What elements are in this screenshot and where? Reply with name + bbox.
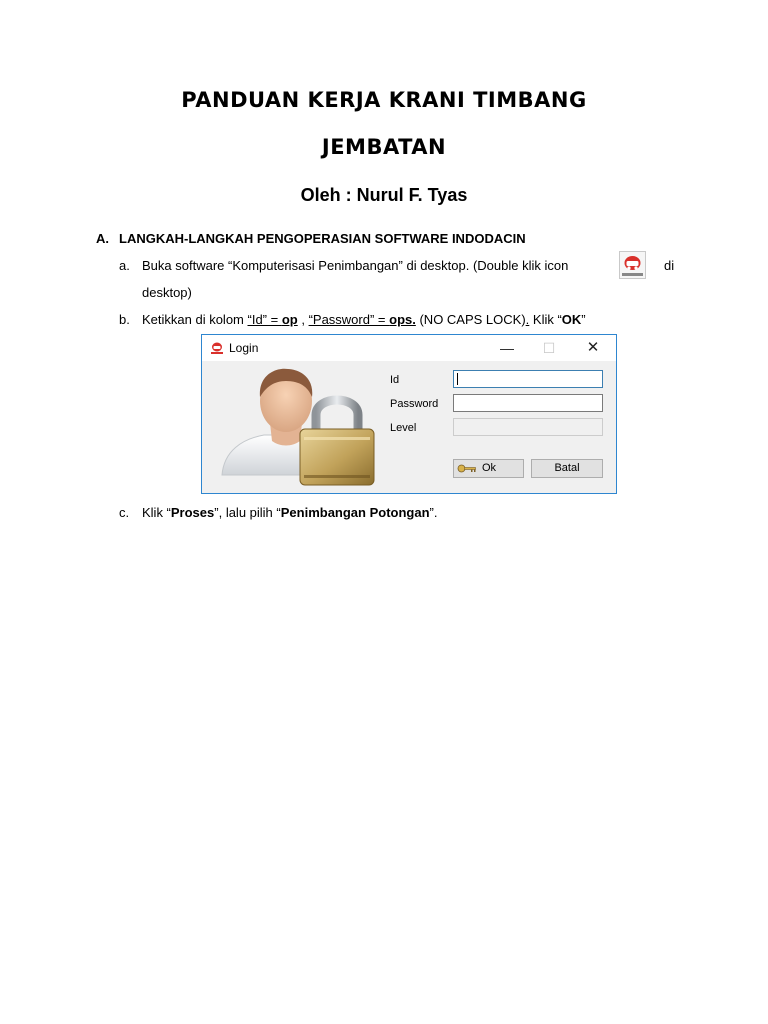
step-b-marker: b. xyxy=(119,312,130,327)
step-c-proses: Proses xyxy=(170,505,215,520)
ok-button[interactable] xyxy=(453,459,524,478)
user-lock-icon xyxy=(220,365,380,489)
step-a-text-desktop: desktop) xyxy=(142,285,192,300)
step-a-text-di: di xyxy=(664,258,675,273)
step-b-pw-phrase: “Password” = ops. xyxy=(308,312,416,327)
step-b-sep: , xyxy=(297,312,309,327)
ok-button-label: Ok xyxy=(482,462,497,474)
minimize-button[interactable]: — xyxy=(500,340,514,356)
step-c-marker: c. xyxy=(119,505,130,520)
step-b-close-quote: ” xyxy=(581,312,586,327)
step-a-marker: a. xyxy=(119,258,130,273)
text-caret xyxy=(457,373,458,385)
section-marker: A. xyxy=(96,231,109,246)
step-c-potongan: Penimbangan Potongan xyxy=(280,505,430,520)
step-b-ok: OK xyxy=(561,312,582,327)
section-title: LANGKAH-LANGKAH PENGOPERASIAN SOFTWARE INDODACIN xyxy=(119,231,526,246)
komputerisasi-penimbangan-icon[interactable] xyxy=(619,251,646,279)
step-b-pw-value: ops. xyxy=(389,312,416,327)
password-label: Password xyxy=(390,398,439,410)
document-title-line-1: PANDUAN KERJA KRANI TIMBANG xyxy=(181,88,587,112)
id-input[interactable] xyxy=(453,370,603,388)
level-input xyxy=(453,418,603,436)
level-label: Level xyxy=(390,422,417,434)
step-b-click: Klik “ xyxy=(529,312,562,327)
login-title: Login xyxy=(229,341,259,355)
step-b-dot: . xyxy=(525,312,530,327)
login-titlebar[interactable] xyxy=(202,335,616,361)
step-a-text: Buka software “Komputerisasi Penimbangan” di desktop. (Double klik icon xyxy=(142,258,569,273)
document-author: Oleh : Nurul F. Tyas xyxy=(300,185,468,205)
cancel-button[interactable]: Batal xyxy=(531,459,603,478)
step-b-paren: (NO CAPS LOCK) xyxy=(415,312,526,327)
login-dialog xyxy=(201,334,617,494)
login-app-icon xyxy=(210,341,224,355)
step-b-id-value: op xyxy=(281,312,298,327)
key-icon xyxy=(457,463,477,474)
step-b-intro: Ketikkan di kolom xyxy=(142,312,248,327)
id-label: Id xyxy=(390,374,400,386)
close-button[interactable]: ✕ xyxy=(586,339,600,356)
maximize-button[interactable]: ☐ xyxy=(542,340,556,356)
step-b-id-phrase: “Id” = op xyxy=(247,312,298,327)
password-input[interactable] xyxy=(453,394,603,412)
step-c-text: Klik “Proses”, lalu pilih “Penimbangan Potongan”. xyxy=(142,505,438,520)
step-b-text xyxy=(142,312,586,327)
document-title-line-2: JEMBATAN xyxy=(321,135,447,159)
